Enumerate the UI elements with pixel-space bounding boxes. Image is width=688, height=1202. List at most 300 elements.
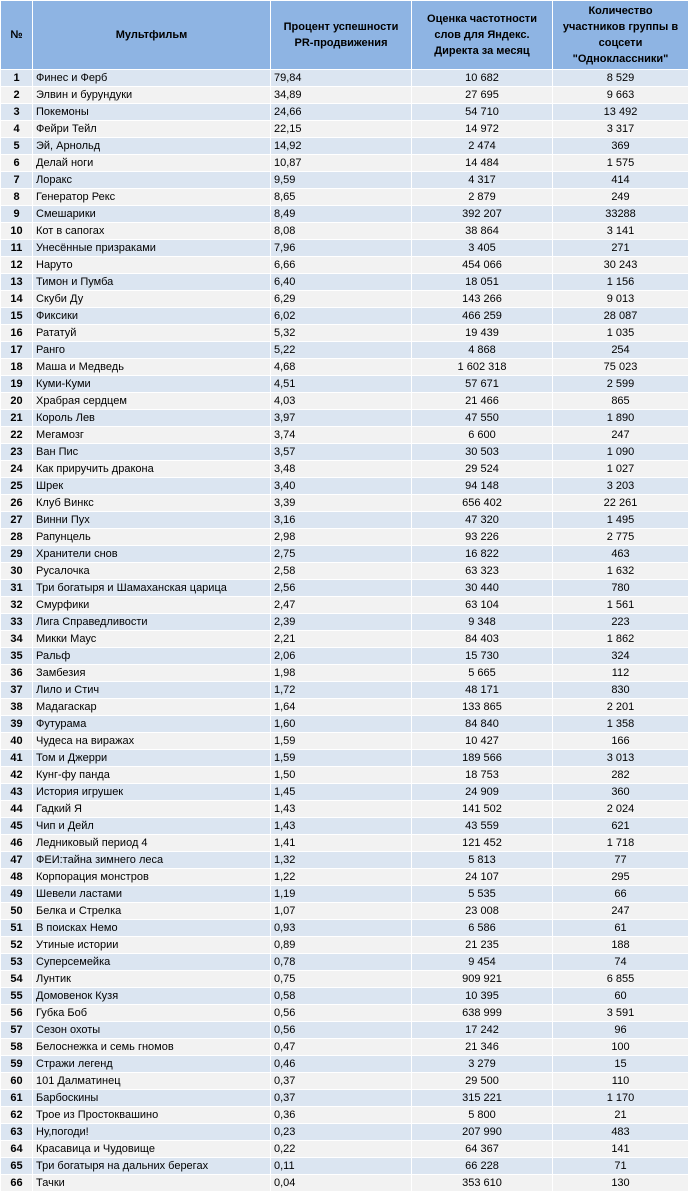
pr-success: 8,08 (271, 223, 412, 240)
row-number: 42 (1, 767, 33, 784)
table-row (1, 138, 688, 155)
cartoon-title: Барбоскины (33, 1090, 271, 1107)
ok-members: 3 317 (553, 121, 688, 138)
table-row (1, 1175, 688, 1192)
cartoon-title: Храбрая сердцем (33, 393, 271, 410)
pr-success: 2,98 (271, 529, 412, 546)
ok-members: 1 890 (553, 410, 688, 427)
row-number: 14 (1, 291, 33, 308)
pr-success: 3,57 (271, 444, 412, 461)
table-row (1, 920, 688, 937)
table-row (1, 342, 688, 359)
table-row (1, 1141, 688, 1158)
cartoon-title: Винни Пух (33, 512, 271, 529)
pr-success: 1,98 (271, 665, 412, 682)
ok-members: 13 492 (553, 104, 688, 121)
yandex-frequency: 5 800 (412, 1107, 553, 1124)
row-number: 8 (1, 189, 33, 206)
table-row (1, 291, 688, 308)
header-ok-members: Количество участников группы в соцсети "Одноклассники" (553, 1, 688, 70)
ok-members: 3 591 (553, 1005, 688, 1022)
ok-members: 130 (553, 1175, 688, 1192)
cartoon-title: Смурфики (33, 597, 271, 614)
yandex-frequency: 93 226 (412, 529, 553, 546)
row-number: 65 (1, 1158, 33, 1175)
table-row (1, 750, 688, 767)
cartoon-title: Кот в сапогах (33, 223, 271, 240)
cartoon-title: Эй, Арнольд (33, 138, 271, 155)
row-number: 66 (1, 1175, 33, 1192)
header-yandex-frequency: Оценка частотности слов для Яндекс. Директа за месяц (412, 1, 553, 70)
cartoon-title: Чудеса на виражах (33, 733, 271, 750)
cartoon-title: Клуб Винкс (33, 495, 271, 512)
yandex-frequency: 10 427 (412, 733, 553, 750)
row-number: 49 (1, 886, 33, 903)
pr-success: 5,32 (271, 325, 412, 342)
row-number: 27 (1, 512, 33, 529)
table-row (1, 648, 688, 665)
pr-success: 34,89 (271, 87, 412, 104)
ok-members: 2 024 (553, 801, 688, 818)
pr-success: 2,06 (271, 648, 412, 665)
row-number: 18 (1, 359, 33, 376)
header-row (1, 1, 688, 70)
yandex-frequency: 315 221 (412, 1090, 553, 1107)
row-number: 2 (1, 87, 33, 104)
pr-success: 1,64 (271, 699, 412, 716)
ok-members: 2 775 (553, 529, 688, 546)
cartoon-title: Микки Маус (33, 631, 271, 648)
yandex-frequency: 63 104 (412, 597, 553, 614)
yandex-frequency: 24 909 (412, 784, 553, 801)
row-number: 55 (1, 988, 33, 1005)
table-row (1, 852, 688, 869)
ok-members: 1 170 (553, 1090, 688, 1107)
yandex-frequency: 143 266 (412, 291, 553, 308)
table-row (1, 410, 688, 427)
cartoon-title: Тачки (33, 1175, 271, 1192)
table-row (1, 155, 688, 172)
yandex-frequency: 10 395 (412, 988, 553, 1005)
table-row (1, 818, 688, 835)
pr-success: 6,40 (271, 274, 412, 291)
yandex-frequency: 18 753 (412, 767, 553, 784)
row-number: 24 (1, 461, 33, 478)
cartoon-title: Трое из Простоквашино (33, 1107, 271, 1124)
table-row (1, 1056, 688, 1073)
row-number: 30 (1, 563, 33, 580)
pr-success: 0,37 (271, 1073, 412, 1090)
cartoon-title: Сезон охоты (33, 1022, 271, 1039)
pr-success: 1,43 (271, 801, 412, 818)
row-number: 62 (1, 1107, 33, 1124)
cartoon-title: Шевели ластами (33, 886, 271, 903)
pr-success: 0,56 (271, 1022, 412, 1039)
table-row (1, 1022, 688, 1039)
cartoon-title: История игрушек (33, 784, 271, 801)
ok-members: 1 718 (553, 835, 688, 852)
cartoon-title: Том и Джерри (33, 750, 271, 767)
yandex-frequency: 4 317 (412, 172, 553, 189)
cartoon-title: Финес и Ферб (33, 70, 271, 87)
row-number: 41 (1, 750, 33, 767)
table-row (1, 937, 688, 954)
cartoon-title: Лига Справедливости (33, 614, 271, 631)
pr-success: 3,39 (271, 495, 412, 512)
ok-members: 28 087 (553, 308, 688, 325)
cartoon-title: Генератор Рекс (33, 189, 271, 206)
cartoon-title: Делай ноги (33, 155, 271, 172)
ok-members: 96 (553, 1022, 688, 1039)
yandex-frequency: 29 524 (412, 461, 553, 478)
cartoon-title: Покемоны (33, 104, 271, 121)
row-number: 25 (1, 478, 33, 495)
yandex-frequency: 141 502 (412, 801, 553, 818)
ok-members: 2 201 (553, 699, 688, 716)
row-number: 60 (1, 1073, 33, 1090)
ok-members: 414 (553, 172, 688, 189)
pr-success: 6,66 (271, 257, 412, 274)
yandex-frequency: 9 454 (412, 954, 553, 971)
row-number: 56 (1, 1005, 33, 1022)
pr-success: 1,43 (271, 818, 412, 835)
cartoon-title: Лило и Стич (33, 682, 271, 699)
table-row (1, 274, 688, 291)
ok-members: 1 358 (553, 716, 688, 733)
pr-success: 79,84 (271, 70, 412, 87)
cartoon-title: Ральф (33, 648, 271, 665)
table-row (1, 87, 688, 104)
row-number: 44 (1, 801, 33, 818)
yandex-frequency: 6 600 (412, 427, 553, 444)
pr-success: 6,29 (271, 291, 412, 308)
ok-members: 295 (553, 869, 688, 886)
cartoon-title: Король Лев (33, 410, 271, 427)
table-row (1, 682, 688, 699)
row-number: 38 (1, 699, 33, 716)
ok-members: 1 156 (553, 274, 688, 291)
cartoon-title: Ранго (33, 342, 271, 359)
table-row (1, 971, 688, 988)
pr-success: 5,22 (271, 342, 412, 359)
ok-members: 75 023 (553, 359, 688, 376)
header-number: № (1, 1, 33, 70)
row-number: 28 (1, 529, 33, 546)
table-row (1, 512, 688, 529)
table-row (1, 954, 688, 971)
table-row (1, 903, 688, 920)
row-number: 4 (1, 121, 33, 138)
table-row (1, 988, 688, 1005)
yandex-frequency: 2 474 (412, 138, 553, 155)
pr-success: 0,04 (271, 1175, 412, 1192)
cartoon-title: Белка и Стрелка (33, 903, 271, 920)
row-number: 57 (1, 1022, 33, 1039)
row-number: 1 (1, 70, 33, 87)
pr-success: 1,50 (271, 767, 412, 784)
yandex-frequency: 10 682 (412, 70, 553, 87)
table-row (1, 1158, 688, 1175)
ok-members: 1 090 (553, 444, 688, 461)
cartoon-title: Корпорация монстров (33, 869, 271, 886)
row-number: 32 (1, 597, 33, 614)
ok-members: 6 855 (553, 971, 688, 988)
row-number: 58 (1, 1039, 33, 1056)
yandex-frequency: 3 405 (412, 240, 553, 257)
cartoon-title: Чип и Дейл (33, 818, 271, 835)
row-number: 54 (1, 971, 33, 988)
pr-success: 14,92 (271, 138, 412, 155)
yandex-frequency: 38 864 (412, 223, 553, 240)
table-row (1, 1090, 688, 1107)
cartoon-title: В поисках Немо (33, 920, 271, 937)
pr-success: 0,37 (271, 1090, 412, 1107)
table-row (1, 70, 688, 87)
yandex-frequency: 54 710 (412, 104, 553, 121)
row-number: 40 (1, 733, 33, 750)
row-number: 64 (1, 1141, 33, 1158)
yandex-frequency: 14 972 (412, 121, 553, 138)
cartoon-title: Элвин и бурундуки (33, 87, 271, 104)
yandex-frequency: 6 586 (412, 920, 553, 937)
row-number: 10 (1, 223, 33, 240)
pr-success: 4,68 (271, 359, 412, 376)
table-row (1, 427, 688, 444)
cartoon-title: Лунтик (33, 971, 271, 988)
yandex-frequency: 2 879 (412, 189, 553, 206)
pr-success: 8,65 (271, 189, 412, 206)
cartoon-title: Три богатыря и Шамаханская царица (33, 580, 271, 597)
row-number: 26 (1, 495, 33, 512)
row-number: 39 (1, 716, 33, 733)
pr-success: 0,56 (271, 1005, 412, 1022)
yandex-frequency: 121 452 (412, 835, 553, 852)
row-number: 31 (1, 580, 33, 597)
ok-members: 3 013 (553, 750, 688, 767)
yandex-frequency: 133 865 (412, 699, 553, 716)
row-number: 29 (1, 546, 33, 563)
ok-members: 463 (553, 546, 688, 563)
pr-success: 6,02 (271, 308, 412, 325)
ok-members: 621 (553, 818, 688, 835)
cartoon-title: Футурама (33, 716, 271, 733)
table-row (1, 580, 688, 597)
ok-members: 1 035 (553, 325, 688, 342)
yandex-frequency: 16 822 (412, 546, 553, 563)
cartoon-title: Губка Боб (33, 1005, 271, 1022)
pr-success: 2,56 (271, 580, 412, 597)
pr-success: 0,11 (271, 1158, 412, 1175)
table-row (1, 240, 688, 257)
pr-success: 4,03 (271, 393, 412, 410)
table-row (1, 1107, 688, 1124)
ok-members: 61 (553, 920, 688, 937)
ok-members: 15 (553, 1056, 688, 1073)
cartoon-title: Стражи легенд (33, 1056, 271, 1073)
row-number: 35 (1, 648, 33, 665)
yandex-frequency: 21 346 (412, 1039, 553, 1056)
ok-members: 2 599 (553, 376, 688, 393)
ok-members: 3 203 (553, 478, 688, 495)
table-row (1, 546, 688, 563)
yandex-frequency: 189 566 (412, 750, 553, 767)
ok-members: 1 027 (553, 461, 688, 478)
table-row (1, 1005, 688, 1022)
ok-members: 1 495 (553, 512, 688, 529)
table-row (1, 733, 688, 750)
pr-success: 1,59 (271, 750, 412, 767)
yandex-frequency: 656 402 (412, 495, 553, 512)
table-row (1, 121, 688, 138)
cartoon-title: Смешарики (33, 206, 271, 223)
table-row (1, 172, 688, 189)
pr-success: 0,89 (271, 937, 412, 954)
row-number: 20 (1, 393, 33, 410)
cartoon-title: Мегамозг (33, 427, 271, 444)
ok-members: 166 (553, 733, 688, 750)
ok-members: 9 663 (553, 87, 688, 104)
pr-success: 1,72 (271, 682, 412, 699)
table-row (1, 886, 688, 903)
yandex-frequency: 15 730 (412, 648, 553, 665)
pr-success: 1,32 (271, 852, 412, 869)
cartoon-title: Тимон и Пумба (33, 274, 271, 291)
ok-members: 8 529 (553, 70, 688, 87)
table-row (1, 189, 688, 206)
table-row (1, 665, 688, 682)
cartoon-title: Скуби Ду (33, 291, 271, 308)
cartoon-title: Суперсемейка (33, 954, 271, 971)
cartoon-title: Куми-Куми (33, 376, 271, 393)
ok-members: 282 (553, 767, 688, 784)
ok-members: 1 575 (553, 155, 688, 172)
yandex-frequency: 30 440 (412, 580, 553, 597)
row-number: 46 (1, 835, 33, 852)
yandex-frequency: 66 228 (412, 1158, 553, 1175)
ok-members: 223 (553, 614, 688, 631)
ok-members: 369 (553, 138, 688, 155)
table-row (1, 529, 688, 546)
table-row (1, 1124, 688, 1141)
table-row (1, 308, 688, 325)
pr-success: 4,51 (271, 376, 412, 393)
cartoon-title: Ну,погоди! (33, 1124, 271, 1141)
pr-success: 3,74 (271, 427, 412, 444)
row-number: 43 (1, 784, 33, 801)
pr-success: 2,75 (271, 546, 412, 563)
table-row (1, 1073, 688, 1090)
pr-success: 24,66 (271, 104, 412, 121)
cartoon-title: Утиные истории (33, 937, 271, 954)
pr-success: 0,47 (271, 1039, 412, 1056)
row-number: 9 (1, 206, 33, 223)
cartoon-title: Наруто (33, 257, 271, 274)
pr-success: 7,96 (271, 240, 412, 257)
cartoon-title: Ван Пис (33, 444, 271, 461)
ok-members: 33288 (553, 206, 688, 223)
pr-success: 3,16 (271, 512, 412, 529)
yandex-frequency: 24 107 (412, 869, 553, 886)
yandex-frequency: 27 695 (412, 87, 553, 104)
ok-members: 324 (553, 648, 688, 665)
row-number: 37 (1, 682, 33, 699)
table-row (1, 716, 688, 733)
yandex-frequency: 21 466 (412, 393, 553, 410)
yandex-frequency: 9 348 (412, 614, 553, 631)
ok-members: 22 261 (553, 495, 688, 512)
ok-members: 247 (553, 903, 688, 920)
table-row (1, 784, 688, 801)
yandex-frequency: 84 840 (412, 716, 553, 733)
cartoon-title: Хранители снов (33, 546, 271, 563)
cartoon-title: ФЕИ:тайна зимнего леса (33, 852, 271, 869)
row-number: 34 (1, 631, 33, 648)
row-number: 15 (1, 308, 33, 325)
table-body (1, 70, 688, 1192)
row-number: 17 (1, 342, 33, 359)
table-row (1, 563, 688, 580)
row-number: 3 (1, 104, 33, 121)
row-number: 45 (1, 818, 33, 835)
row-number: 48 (1, 869, 33, 886)
pr-success: 3,40 (271, 478, 412, 495)
table-row (1, 223, 688, 240)
yandex-frequency: 3 279 (412, 1056, 553, 1073)
pr-success: 0,75 (271, 971, 412, 988)
yandex-frequency: 4 868 (412, 342, 553, 359)
cartoon-title: Красавица и Чудовище (33, 1141, 271, 1158)
pr-success: 1,45 (271, 784, 412, 801)
row-number: 36 (1, 665, 33, 682)
ok-members: 188 (553, 937, 688, 954)
ok-members: 360 (553, 784, 688, 801)
table-row (1, 1039, 688, 1056)
cartoon-title: Фиксики (33, 308, 271, 325)
ok-members: 1 632 (553, 563, 688, 580)
ok-members: 71 (553, 1158, 688, 1175)
pr-success: 22,15 (271, 121, 412, 138)
table-row (1, 495, 688, 512)
yandex-frequency: 43 559 (412, 818, 553, 835)
yandex-frequency: 63 323 (412, 563, 553, 580)
yandex-frequency: 5 535 (412, 886, 553, 903)
cartoon-title: Замбезия (33, 665, 271, 682)
cartoon-title: Белоснежка и семь гномов (33, 1039, 271, 1056)
row-number: 33 (1, 614, 33, 631)
ok-members: 247 (553, 427, 688, 444)
yandex-frequency: 5 813 (412, 852, 553, 869)
pr-success: 0,46 (271, 1056, 412, 1073)
row-number: 6 (1, 155, 33, 172)
yandex-frequency: 5 665 (412, 665, 553, 682)
ok-members: 254 (553, 342, 688, 359)
table-row (1, 461, 688, 478)
ok-members: 830 (553, 682, 688, 699)
cartoon-title: Рапунцель (33, 529, 271, 546)
yandex-frequency: 29 500 (412, 1073, 553, 1090)
table-row (1, 614, 688, 631)
yandex-frequency: 353 610 (412, 1175, 553, 1192)
cartoon-title: Кунг-фу панда (33, 767, 271, 784)
pr-success: 1,59 (271, 733, 412, 750)
row-number: 5 (1, 138, 33, 155)
ok-members: 21 (553, 1107, 688, 1124)
pr-success: 0,36 (271, 1107, 412, 1124)
pr-success: 2,21 (271, 631, 412, 648)
yandex-frequency: 466 259 (412, 308, 553, 325)
table-row (1, 104, 688, 121)
row-number: 21 (1, 410, 33, 427)
